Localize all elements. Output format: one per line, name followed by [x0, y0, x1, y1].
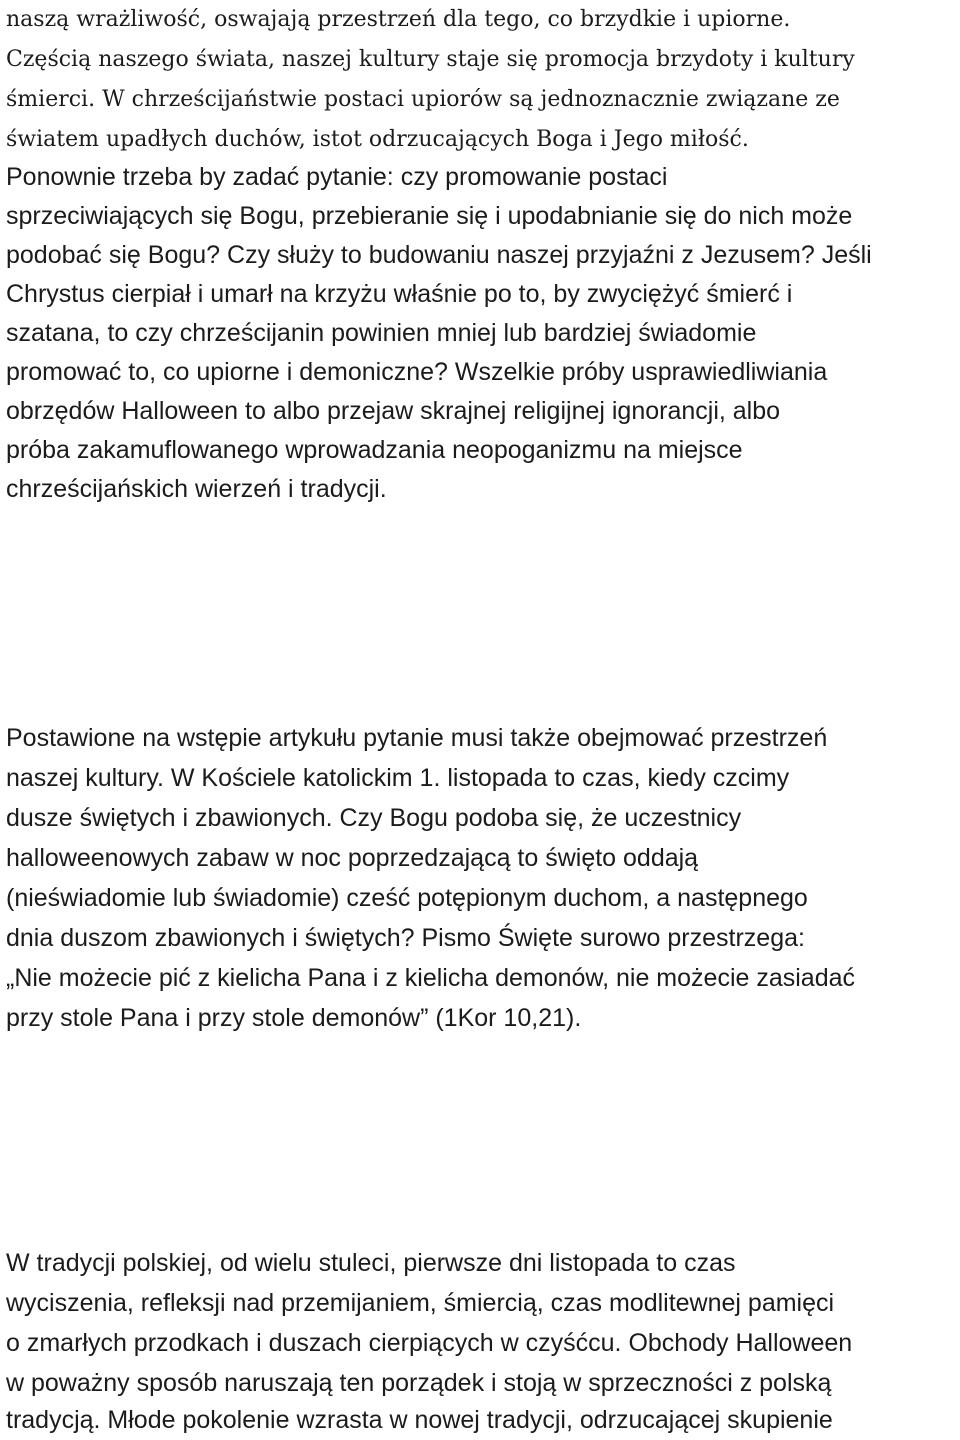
text-line: naszą wrażliwość, oswajają przestrzeń dla tego, co brzydkie i upiorne.	[6, 7, 791, 32]
text-line: dusze świętych i zbawionych. Czy Bogu podoba się, że uczestnicy	[6, 804, 742, 832]
text-line: sprzeciwiających się Bogu, przebieranie się i upodabnianie się do nich może	[6, 202, 853, 230]
text-line: szatana, to czy chrześcijanin powinien mniej lub bardziej świadomie	[6, 319, 757, 347]
text-line: chrześcijańskich wierzeń i tradycji.	[6, 475, 387, 503]
text-line: światem upadłych duchów, istot odrzucających Boga i Jego miłość.	[6, 127, 749, 152]
text-line: naszej kultury. W Kościele katolickim 1. listopada to czas, kiedy czcimy	[6, 764, 790, 792]
text-line: (nieświadomie lub świadomie) cześć potępionym duchom, a następnego	[6, 884, 808, 912]
text-line: o zmarłych przodkach i duszach cierpiących w czyśćcu. Obchody Halloween	[6, 1329, 853, 1357]
text-line: podobać się Bogu? Czy służy to budowaniu naszej przyjaźni z Jezusem? Jeśli	[6, 241, 872, 269]
text-line: Chrystus cierpiał i umarł na krzyżu właśnie po to, by zwyciężyć śmierć i	[6, 280, 793, 308]
text-line: halloweenowych zabaw w noc poprzedzającą to święto oddają	[6, 844, 699, 872]
text-line: promować to, co upiorne i demoniczne? Wszelkie próby usprawiedliwiania	[6, 358, 828, 386]
text-line: wyciszenia, refleksji nad przemijaniem, śmiercią, czas modlitewnej pamięci	[6, 1289, 835, 1317]
text-line: Ponownie trzeba by zadać pytanie: czy promowanie postaci	[6, 163, 668, 191]
text-line: w poważny sposób naruszają ten porządek i stoją w sprzeczności z polską	[6, 1369, 832, 1397]
text-line: Postawione na wstępie artykułu pytanie musi także obejmować przestrzeń	[6, 724, 828, 752]
text-line: W tradycji polskiej, od wielu stuleci, pierwsze dni listopada to czas	[6, 1249, 736, 1277]
text-line: Częścią naszego świata, naszej kultury staje się promocja brzydoty i kultury	[6, 47, 855, 72]
text-line: „Nie możecie pić z kielicha Pana i z kielicha demonów, nie możecie zasiadać	[6, 964, 856, 992]
text-line: obrzędów Halloween to albo przejaw skrajnej religijnej ignorancji, albo	[6, 397, 781, 425]
text-line: przy stole Pana i przy stole demonów” (1Kor 10,21).	[6, 1004, 582, 1032]
text-line: śmierci. W chrześcijaństwie postaci upiorów są jednoznacznie związane ze	[6, 87, 840, 112]
text-line: dnia duszom zbawionych i świętych? Pismo Święte surowo przestrzega:	[6, 924, 805, 952]
text-line: próba zakamuflowanego wprowadzania neopoganizmu na miejsce	[6, 436, 743, 464]
text-line: tradycją. Młode pokolenie wzrasta w nowej tradycji, odrzucającej skupienie	[6, 1406, 833, 1434]
